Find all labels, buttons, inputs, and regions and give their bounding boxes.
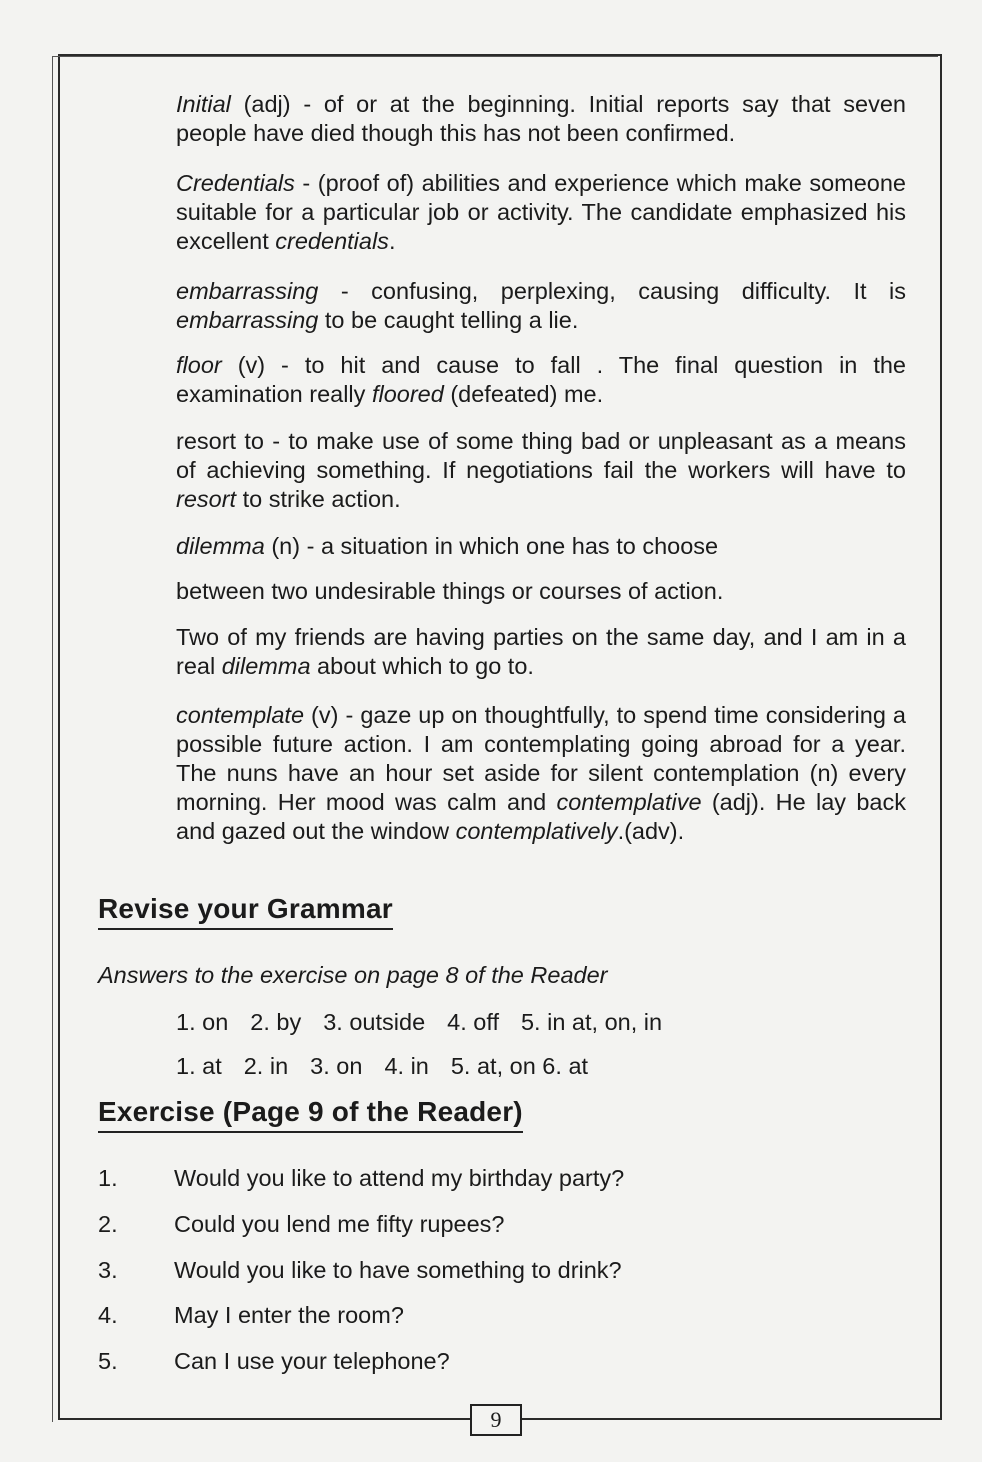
vocab-entry-resort-to: resort to - to make use of some thing bad or unpleasant as a means of achieving something. If negotiations fail the workers will have to resort to strike action. (176, 428, 906, 512)
vocab-entry-dilemma-cont: between two undesirable things or courses of action. (176, 578, 724, 604)
vocab-entry-embarrassing: embarrassing - confusing, perplexing, causing difficulty. It is embarrassing to be caught telling a lie. (176, 278, 906, 333)
vocab-entry-initial: Initial (adj) - of or at the beginning. Initial reports say that seven people have died though this has not been confirmed. (176, 91, 906, 146)
exercise-item: 4. May I enter the room? (98, 1302, 404, 1328)
exercise-heading: Exercise (Page 9 of the Reader) (98, 1096, 523, 1133)
exercise-item: 3. Would you like to have something to drink? (98, 1257, 622, 1283)
vocab-entry-contemplate: contemplate (v) - gaze up on thoughtfully, to spend time considering a possible future action. I am contemplating going abroad for a year. The nuns have an hour set aside for silent contemplation (n) every morning. Her mood was calm and contemplative (adj). He lay back and gazed out the window contemplatively.(adv). (176, 702, 906, 844)
exercise-item: 5. Can I use your telephone? (98, 1348, 450, 1374)
grammar-subtitle: Answers to the exercise on page 8 of the Reader (98, 962, 608, 988)
answer-row-1: 1. on 2. by 3. outside 4. off 5. in at, on, in (176, 1009, 663, 1035)
answer-row-2: 1. at 2. in 3. on 4. in 5. at, on 6. at (176, 1053, 589, 1079)
vocab-entry-floor: floor (v) - to hit and cause to fall . The final question in the examination really floored (defeated) me. (176, 352, 906, 407)
grammar-heading: Revise your Grammar (98, 893, 393, 930)
vocab-entry-dilemma-example: Two of my friends are having parties on the same day, and I am in a real dilemma about which to go to. (176, 624, 906, 679)
vocab-entry-credentials: Credentials - (proof of) abilities and experience which make someone suitable for a particular job or activity. The candidate emphasized his excellent credentials. (176, 170, 906, 254)
vocab-entry-dilemma: dilemma (n) - a situation in which one has to choose (176, 533, 719, 559)
exercise-item: 2. Could you lend me fifty rupees? (98, 1211, 505, 1237)
exercise-item: 1. Would you like to attend my birthday party? (98, 1165, 625, 1191)
page-number: 9 (470, 1404, 522, 1436)
